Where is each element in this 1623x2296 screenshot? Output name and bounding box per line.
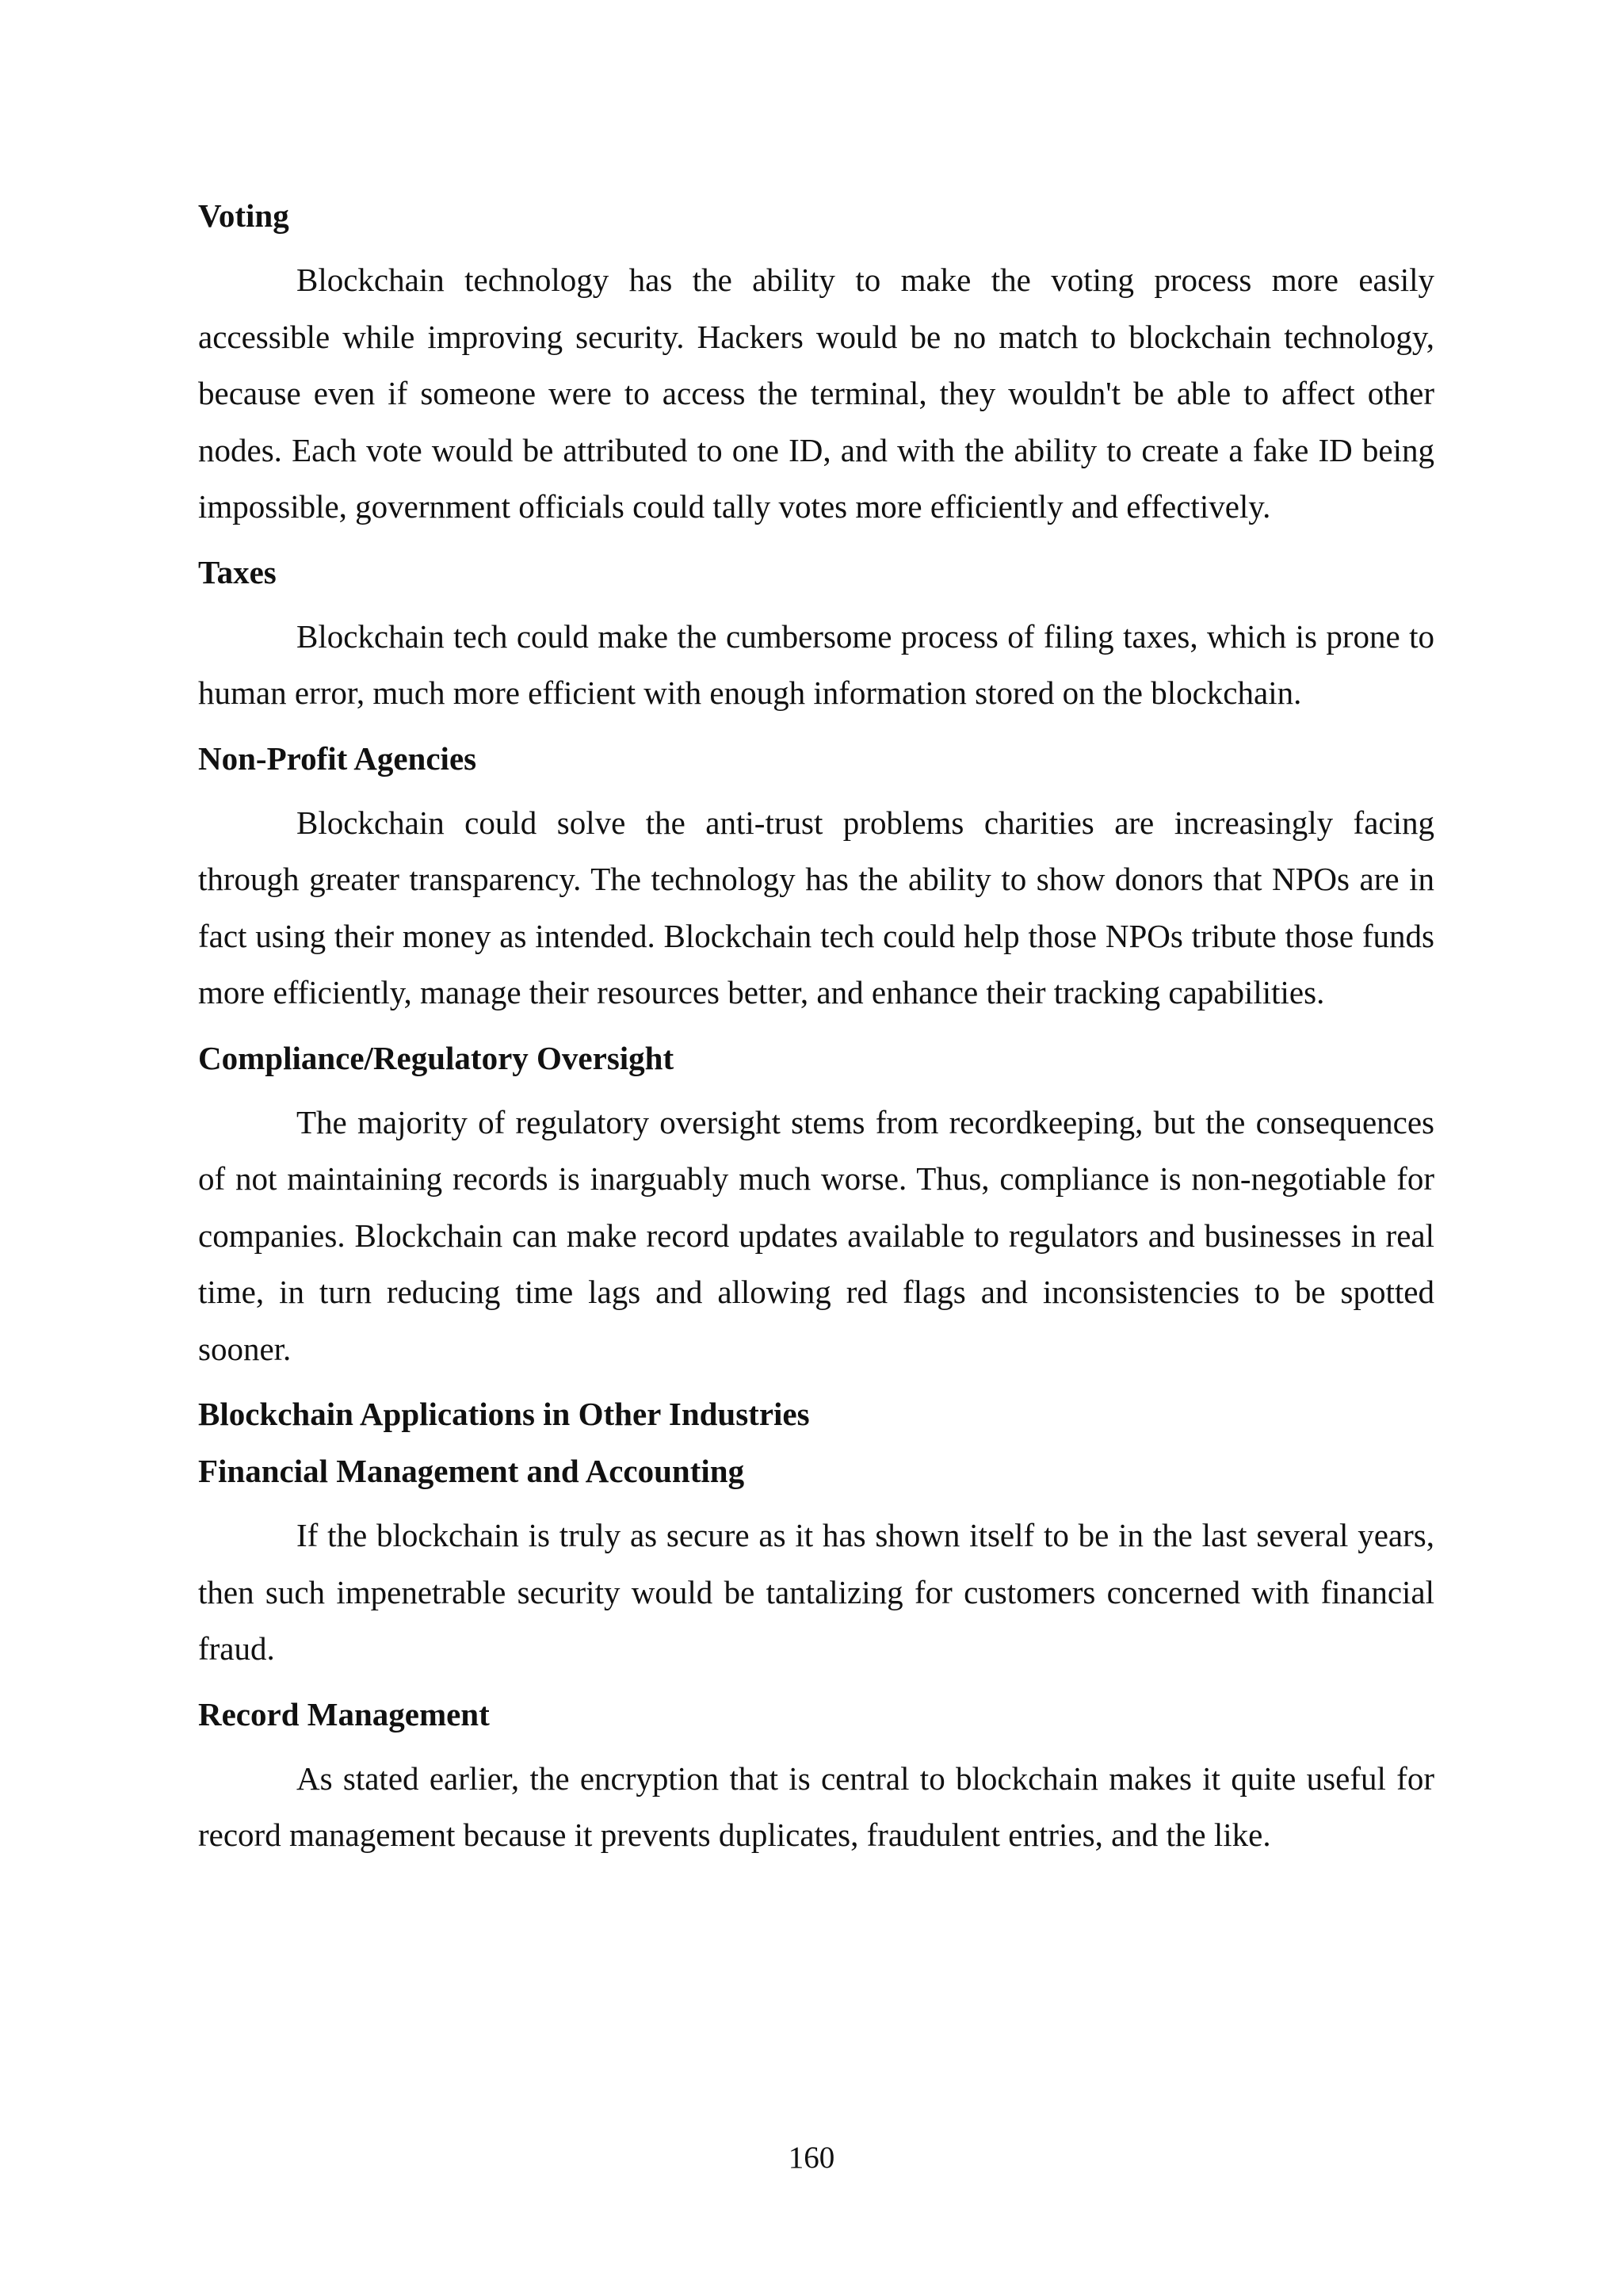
heading-taxes: Taxes	[198, 553, 277, 590]
heading-non-profit-agencies: Non-Profit Agencies	[198, 739, 477, 777]
page-content	[198, 195, 1434, 1880]
page-number: 160	[788, 2141, 835, 2175]
paragraph-taxes: Blockchain tech could make the cumbersome process of filing taxes, which is prone to human error, much more efficient with enough information stored on the blockchain.	[198, 617, 1434, 711]
heading-record-management: Record Management	[198, 1695, 490, 1733]
paragraph-voting: Blockchain technology has the ability to make the voting process more easily accessible while improving security. Hackers would be no match to blockchain technology, because even if someone were to access the terminal, they wouldn't be able to affect other nodes. Each vote would be attributed to one ID, and with the ability to create a fake ID being impossible, government officials could tally votes more efficiently and effectively.	[198, 262, 1434, 525]
paragraph-compliance: The majority of regulatory oversight stems from recordkeeping, but the consequences of not maintaining records is inarguably much worse. Thus, compliance is non-negotiable for companies. Blockchain can make record updates available to regulators and businesses in real time, in turn reducing time lags and allowing red flags and inconsistencies to be spotted sooner.	[198, 1103, 1434, 1367]
paragraph-record-management: As stated earlier, the encryption that is central to blockchain makes it quite useful for record management because it prevents duplicates, fraudulent entries, and the like.	[198, 1759, 1434, 1853]
heading-financial-management: Financial Management and Accounting	[198, 1453, 745, 1489]
heading-compliance: Compliance/Regulatory Oversight	[198, 1039, 674, 1076]
heading-other-industries: Blockchain Applications in Other Industries	[198, 1396, 810, 1432]
paragraph-non-profit-agencies: Blockchain could solve the anti-trust problems charities are increasingly facing through greater transparency. The technology has the ability to show donors that NPOs are in fact using their money as intended. Blockchain tech could help those NPOs tribute those funds more efficiently, manage their resources better, and enhance their tracking capabilities.	[198, 804, 1434, 1010]
heading-voting: Voting	[198, 197, 289, 234]
paragraph-financial-management: If the blockchain is truly as secure as it has shown itself to be in the last several years, then such impenetrable security would be tantalizing for customers concerned with financial fraud.	[198, 1517, 1434, 1667]
